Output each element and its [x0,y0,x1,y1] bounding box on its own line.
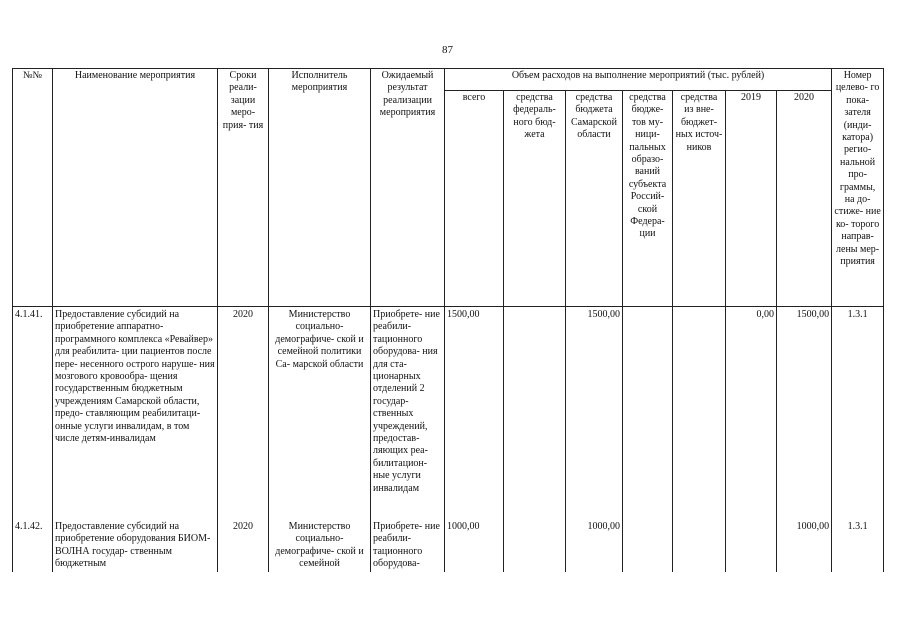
row-federal [504,515,566,572]
row-executor: Министерство социально- демографиче- ской и семейной политики Са- марской области [269,307,371,516]
row-regional: 1500,00 [566,307,623,516]
table-row [13,307,884,516]
row-number: 4.1.41. [13,307,53,516]
col-executor-header: Исполнитель мероприятия [269,69,371,307]
row-term: 2020 [218,307,269,516]
row-result: Приобрете- ние реабили- тационного оборудова- [371,515,445,572]
col-2020-header: 2020 [777,90,832,306]
row-2019 [726,515,777,572]
col-municipal-header: средства бюдже- тов му- ници- пальных образо- ваний субъекта Россий- ской Федера- ции [623,90,673,306]
row-indicator: 1.3.1 [832,307,884,516]
row-indicator: 1.3.1 [832,515,884,572]
row-total: 1000,00 [445,515,504,572]
row-municipal [623,515,673,572]
expenses-table [12,68,884,572]
col-number-header: №№ [13,69,53,307]
col-total-header: всего [445,90,504,306]
col-expected-result-header: Ожидаемый результат реализации мероприятия [371,69,445,307]
col-federal-header: средства федераль- ного бюд- жета [504,90,566,306]
row-name: Предоставление субсидий на приобретение аппаратно- программного комплекса «Ревайвер» для реабилита- ции пациентов после пере- несенного острого наруше- ния мозгового кровообра- щения государственным бюджетным учреждениям Самарской области, предо- ставляющим реабилитаци- онные услуги инвалидам, в том числе детям-инвалидам [53,307,218,516]
row-regional: 1000,00 [566,515,623,572]
page-number: 87 [442,44,453,56]
row-result: Приобрете- ние реабили- тационного оборудова- ния для ста- ционарных отделений 2 государ- ственных учреждений, предостав- ляющих реа- билитацион- ные услуги инвалидам [371,307,445,516]
col-offbudget-header: средства из вне- бюджет- ных источ- ников [673,90,726,306]
row-municipal [623,307,673,516]
row-term: 2020 [218,515,269,572]
col-name-header: Наименование мероприятия [53,69,218,307]
col-terms-header: Сроки реали- зации меро- прия- тия [218,69,269,307]
row-offbudget [673,515,726,572]
col-regional-header: средства бюджета Самарской области [566,90,623,306]
row-offbudget [673,307,726,516]
row-total: 1500,00 [445,307,504,516]
row-executor: Министерство социально- демографиче- ской и семейной [269,515,371,572]
row-2020: 1000,00 [777,515,832,572]
col-indicator-header: Номер целево- го пока- зателя (инди- катора) регио- нальной про- граммы, на до- стиже- ние ко- торого направ- лены мер- приятия [832,69,884,307]
row-number: 4.1.42. [13,515,53,572]
row-2020: 1500,00 [777,307,832,516]
row-2019: 0,00 [726,307,777,516]
col-2019-header: 2019 [726,90,777,306]
table-row [13,515,884,572]
row-federal [504,307,566,516]
row-name: Предоставление субсидий на приобретение оборудования БИОМ-ВОЛНА государ- ственным бюджетным [53,515,218,572]
expenses-group-header: Объем расходов на выполнение мероприятий (тыс. рублей) [445,69,832,91]
